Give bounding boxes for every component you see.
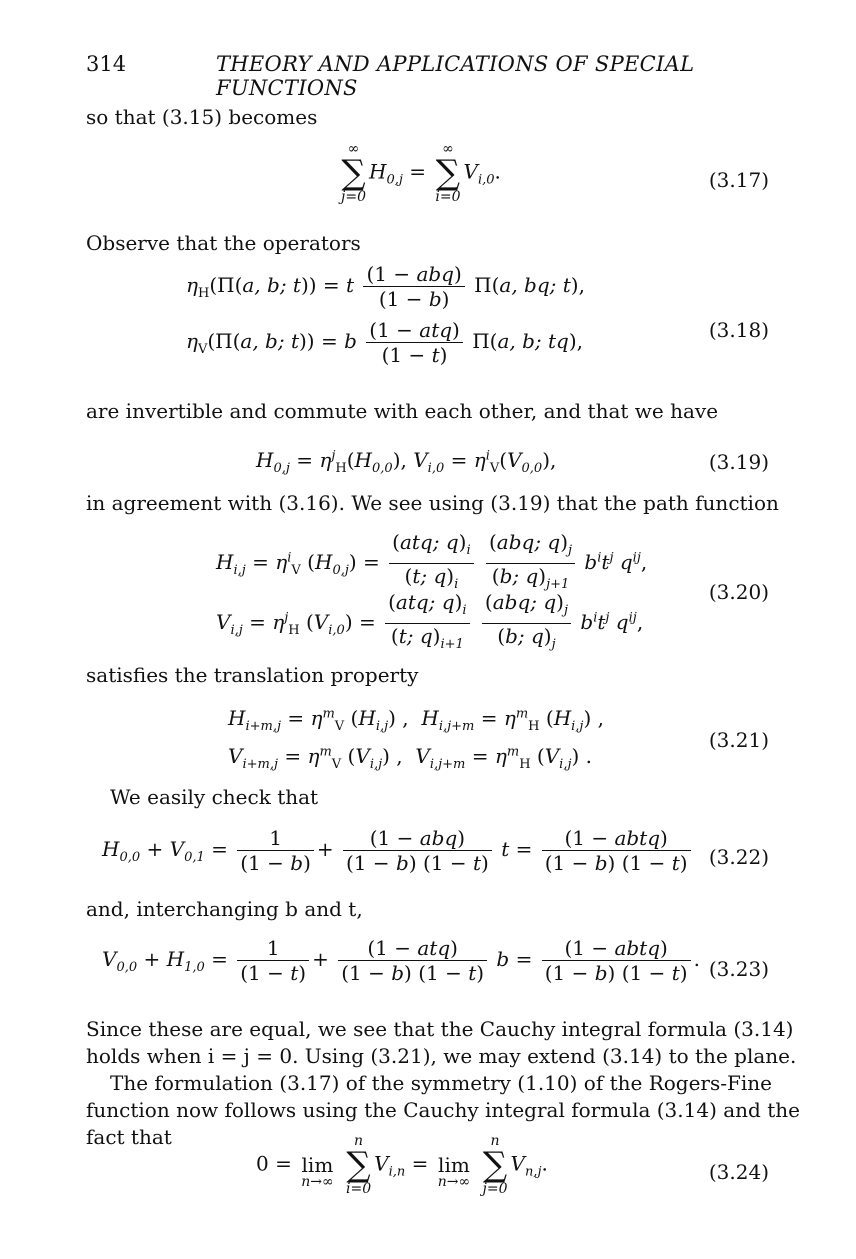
- paragraph-8-line-1: Since these are equal, we see that the Cauchy integral formula (3.14): [86, 1017, 794, 1041]
- equation-3-20a: $H_{i,j} = \eta^i_V$ $(H_{0,j})$ = $\frac{(atq; q)_i}{(t; q)_i}$ $\frac{(abq; q)_j}{(b; q)_{j+1}}$ $b^it^j$ $q^{ij}$,: [216, 530, 648, 592]
- paragraph-9-line-1: The formulation (3.17) of the symmetry (1.10) of the Rogers-Fine: [110, 1071, 773, 1095]
- page-number: 314: [86, 52, 127, 76]
- paragraph-9-line-3: fact that: [86, 1125, 172, 1149]
- equation-3-17: ∞ ∑ j=0 $H_{0,j}$ = ∞ ∑ i=0 $V_{i,0}$.: [341, 141, 501, 205]
- equation-3-23: $V_{0,0} + H_{1,0}$ = $\frac{1}{(1 - t)}$ + $\frac{\text{(1 − atq)}}{(1 - b) (1 - t)}$ b = $\frac{\text{(1 − abtq)}}{(1 - b) (1 - t)}$ .: [102, 936, 700, 985]
- equation-number: (3.17): [708, 168, 769, 192]
- paragraph-8-line-2: holds when i = j = 0. Using (3.21), we may extend (3.14) to the plane.: [86, 1044, 797, 1068]
- equation-3-21b: $V_{i+m,j} = \eta^m_V$ $(V_{i,j})$ , $V_{i,j+m} = \eta^m_H$ $(V_{i,j})$ .: [228, 744, 593, 772]
- equation-number: (3.23): [708, 957, 769, 981]
- paragraph-5: satisfies the translation property: [86, 663, 419, 687]
- equation-number: (3.20): [708, 580, 769, 604]
- paragraph-2: Observe that the operators: [86, 231, 361, 255]
- equation-3-22: $H_{0,0} + V_{0,1}$ = $\frac{1}{(1 - b)}$ + $\frac{\text{(1 − abq)}}{(1 - b) (1 - t)}$ t = $\frac{\text{(1 − abtq)}}{(1 - b) (1 - t)}$: [102, 826, 694, 875]
- paragraph-6: We easily check that: [110, 785, 319, 809]
- paragraph-3: are invertible and commute with each other, and that we have: [86, 399, 719, 423]
- equation-3-19: $H_{0,j} = \eta^j_H(H_{0,0})$, $V_{i,0} = \eta^i_V(V_{0,0})$,: [256, 448, 557, 476]
- paragraph-9-line-2: function now follows using the Cauchy integral formula (3.14) and the: [86, 1098, 800, 1122]
- equation-3-18a: $\eta_H(\Pi(a$, b; t)) = t $\frac{\text{(1 − abq)}}{(1 - b)}$ Π(a, bq; t),: [186, 262, 585, 311]
- equation-number: (3.19): [708, 450, 769, 474]
- equation-number: (3.18): [708, 318, 769, 342]
- equation-number: (3.22): [708, 845, 769, 869]
- equation-3-20b: $V_{i,j} = \eta^j_H$ $(V_{i,0})$ = $\frac{(atq; q)_i}{(t; q)_{i+1}}$ $\frac{(abq; q)_j}{(b; q)_j}$ $b^it^j$ $q^{ij}$,: [216, 590, 644, 652]
- paragraph-1: so that (3.15) becomes: [86, 105, 318, 129]
- running-title: THEORY AND APPLICATIONS OF SPECIAL FUNCTIONS: [216, 52, 695, 100]
- equation-number: (3.21): [708, 728, 769, 752]
- equation-3-18b: $\eta_V(\Pi(a$, b; t)) = b $\frac{\text{(1 − atq)}}{(1 - t)}$ Π(a, b; tq),: [186, 318, 584, 367]
- paragraph-4: in agreement with (3.16). We see using (3.19) that the path function: [86, 491, 779, 515]
- paragraph-7: and, interchanging b and t,: [86, 897, 363, 921]
- equation-number: (3.24): [708, 1160, 769, 1184]
- page-header: [86, 52, 776, 100]
- equation-3-24: 0 = lim n→∞ n ∑ i=0 $V_{i,n}$ = lim n→∞ n ∑ j=0 $V_{n,j}$.: [256, 1133, 548, 1197]
- equation-3-21a: $H_{i+m,j} = \eta^m_V$ $(H_{i,j})$ , $H_{i,j+m} = \eta^m_H$ $(H_{i,j})$ ,: [228, 706, 604, 734]
